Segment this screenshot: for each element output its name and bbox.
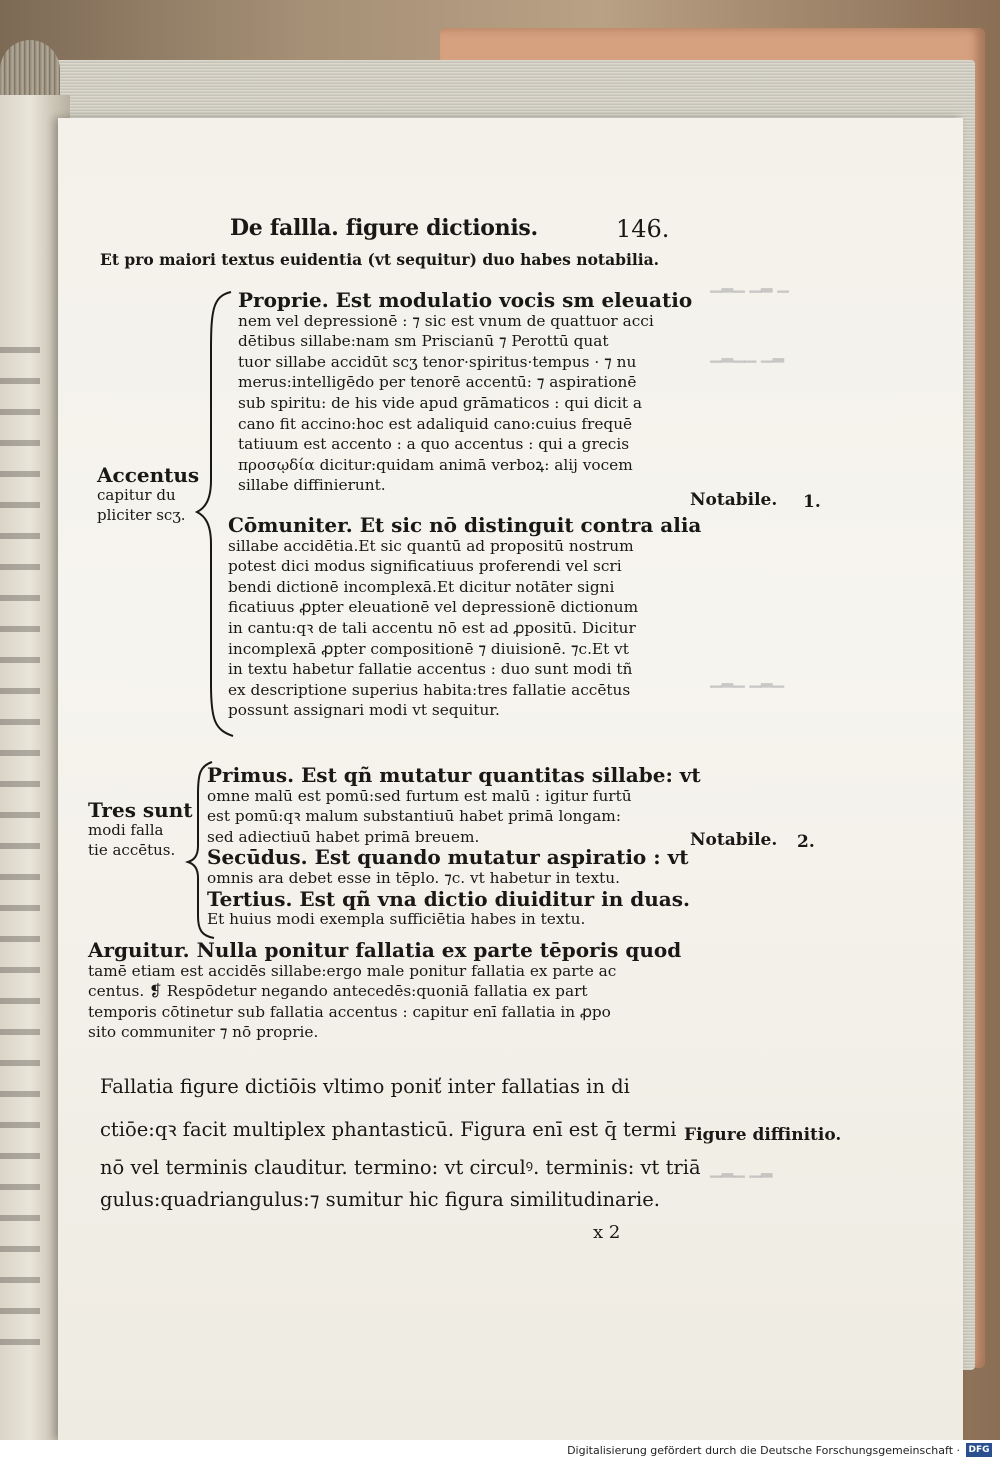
text-line: dētibus sillabe:nam sm Priscianū ⁊ Perottū quat xyxy=(238,332,609,351)
note-notabile-1: Notabile. xyxy=(690,490,778,510)
text-line: centus. ❡ Respōdetur negando antecedēs:quoniā fallatia ex part xyxy=(88,982,588,1001)
text-line: Primus. Est qñ mutatur quantitas sillabe: vt xyxy=(207,763,701,787)
text-line: προσῳδία dicitur:quidam animā verboꝝ: alij vocem xyxy=(238,455,633,474)
text-line: sub spiritu: de his vide apud grāmaticos : qui dicit a xyxy=(238,393,643,412)
text-line: tuor sillabe accidūt scʒ tenor·spiritus·tempus · ⁊ nu xyxy=(238,352,637,371)
label-line: Tres sunt xyxy=(88,798,193,822)
intro-line: Et pro maiori textus euidentia (vt sequitur) duo habes notabilia. xyxy=(100,250,660,269)
text-line: sillabe accidētia.Et sic quantū ad propositū nostrum xyxy=(228,536,634,555)
signature-mark: x 2 xyxy=(593,1222,621,1243)
note-notabile-1-number: 1. xyxy=(803,492,821,512)
note-notabile-2-number: 2. xyxy=(797,832,815,852)
footer-credit: Digitalisierung gefördert durch die Deutsche Forschungsgemeinschaft · xyxy=(567,1444,960,1457)
text-line: incomplexā ꝓpter compositionē ⁊ diuisionē. ⁊c.Et vt xyxy=(228,639,629,658)
label-line: capitur du xyxy=(97,486,176,504)
text-line: sed adiectiuū habet primā breuem. xyxy=(207,827,480,846)
text-line: ficatiuus ꝓpter eleuationē vel depressionē dictionum xyxy=(228,598,639,617)
text-line: cano fit accino:hoc est adaliquid cano:cuius frequē xyxy=(238,414,633,433)
block-proprie xyxy=(238,290,692,496)
label-line: Accentus xyxy=(97,463,200,487)
note-figure-diffinitio: Figure diffinitio. xyxy=(684,1125,842,1145)
text-line: tatiuum est accento : a quo accentus : qui a grecis xyxy=(238,435,630,454)
figure-line-2: ctiōe:qꝛ facit multiplex phantasticū. Figura enī est q̄ termi xyxy=(100,1118,677,1141)
figure-line-4: gulus:quadriangulus:⁊ sumitur hic figura similitudinarie. xyxy=(100,1188,660,1211)
dfg-logo: DFG xyxy=(966,1443,992,1457)
running-head: De fallla. figure dictionis. xyxy=(230,215,538,241)
text-line: temporis cōtinetur sub fallatia accentus : capitur enī fallatia in ꝓpo xyxy=(88,1002,611,1021)
block-modi xyxy=(207,765,701,930)
text-line: sito communiter ⁊ nō proprie. xyxy=(88,1023,319,1042)
note-notabile-2: Notabile. xyxy=(690,830,778,850)
show-through-text: ▁▂▁▁ ▁▂ xyxy=(710,345,784,363)
label-line: tie accētus. xyxy=(88,841,176,859)
text-line: Proprie. Est modulatio vocis sm eleuatio xyxy=(238,288,693,312)
show-through-text: ▁▂▁ ▁▂ ▁ xyxy=(710,275,789,293)
margin-label-accentus xyxy=(97,465,199,525)
show-through-text: ▁▂▁ ▁▂ xyxy=(710,1160,773,1178)
text-line: omnis ara debet esse in tēplo. ⁊c. vt habetur in textu. xyxy=(207,868,620,887)
left-page-text-traces xyxy=(0,345,40,1345)
text-line: in cantu:qꝛ de tali accentu nō est ad ꝓpositū. Dicitur xyxy=(228,618,636,637)
text-line: est pomū:qꝛ malum substantiuū habet primā longam: xyxy=(207,807,621,826)
label-line: modi falla xyxy=(88,821,164,839)
text-line: in textu habetur fallatie accentus : duo sunt modi tñ xyxy=(228,660,633,679)
block-communiter xyxy=(228,515,701,721)
text-line: Arguitur. Nulla ponitur fallatia ex parte tēporis quod xyxy=(88,938,682,962)
show-through-text: ▁▂▁ ▁▂▁ xyxy=(710,670,784,688)
text-line: possunt assignari modi vt sequitur. xyxy=(228,701,500,720)
text-line: ex descriptione superius habita:tres fallatie accētus xyxy=(228,680,631,699)
block-arguitur xyxy=(88,940,681,1043)
text-line: tamē etiam est accidēs sillabe:ergo male ponitur fallatia ex parte ac xyxy=(88,961,617,980)
text-line: bendi dictionē incomplexā.Et dicitur notāter signi xyxy=(228,577,615,596)
text-line: Cōmuniter. Et sic nō distinguit contra alia xyxy=(228,513,702,537)
text-line: Secūdus. Est quando mutatur aspiratio : vt xyxy=(207,845,689,870)
text-line: Tertius. Est qñ vna dictio diuiditur in duas. xyxy=(207,886,690,911)
label-line: pliciter scʒ. xyxy=(97,506,186,524)
text-line: merus:intelligēdo per tenorē accentū: ⁊ aspirationē xyxy=(238,373,637,392)
text-line: Et huius modi exempla sufficiētia habes in textu. xyxy=(207,910,586,929)
text-line: sillabe diffinierunt. xyxy=(238,476,386,495)
figure-line-1: Fallatia figure dictiōis vltimo poniť inter fallatias in di xyxy=(100,1075,630,1098)
figure-line-3: nō vel terminis clauditur. termino: vt circulꝰ. terminis: vt triā xyxy=(100,1156,701,1179)
margin-label-tres xyxy=(88,800,193,860)
text-line: potest dici modus significatiuus proferendi vel scri xyxy=(228,557,622,576)
folio-number: 146. xyxy=(616,215,670,243)
text-line: omne malū est pomū:sed furtum est malū : igitur furtū xyxy=(207,786,632,805)
text-line: nem vel depressionē : ⁊ sic est vnum de quattuor acci xyxy=(238,311,654,330)
